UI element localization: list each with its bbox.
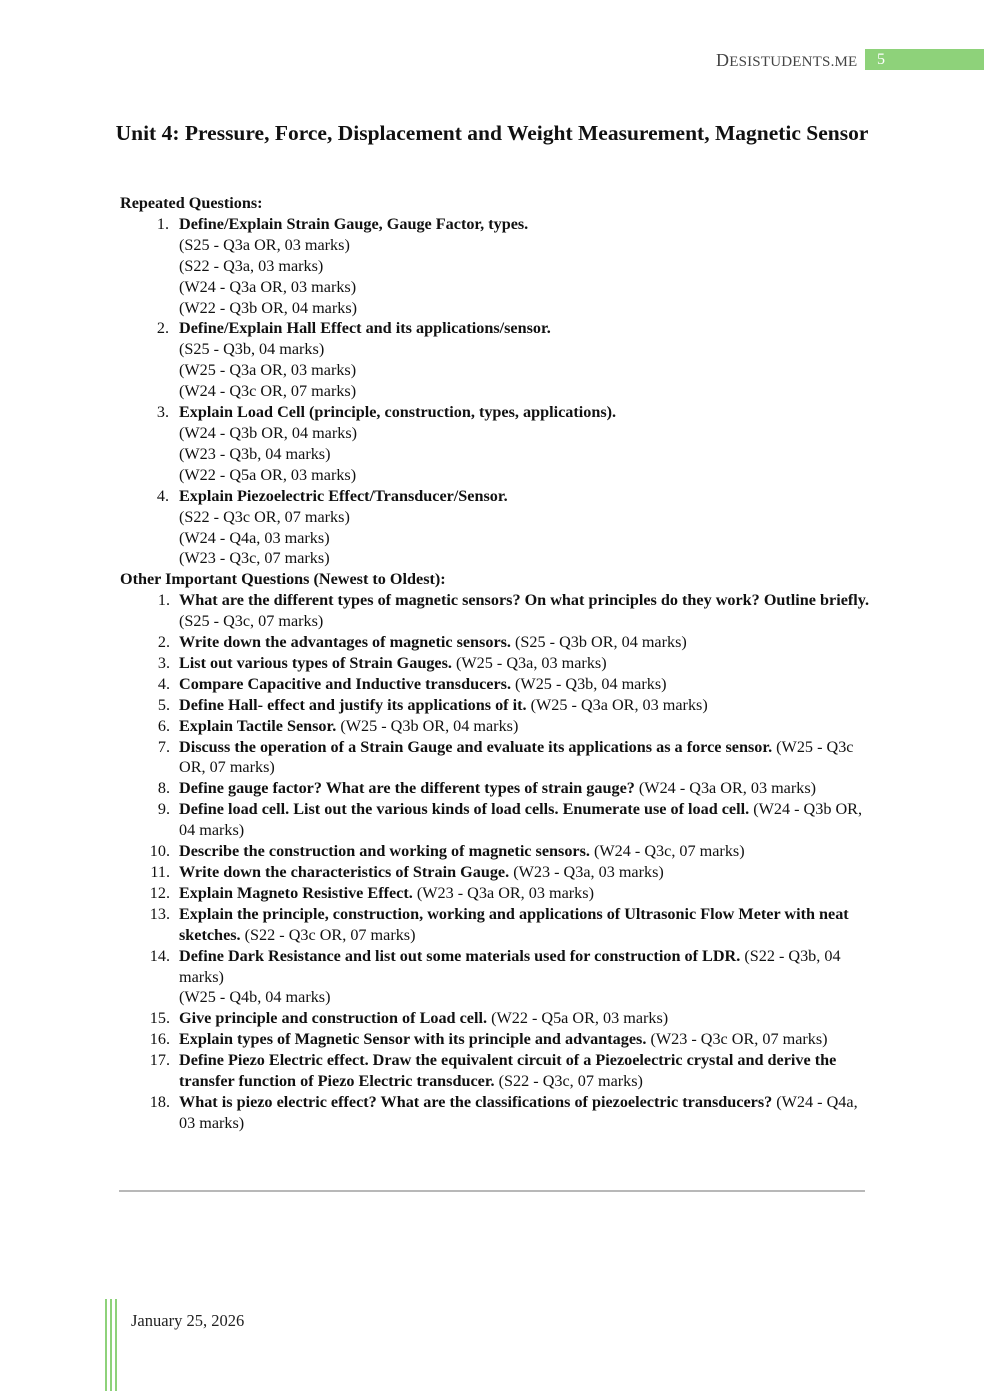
question-text: Compare Capacitive and Inductive transducers. [179, 674, 511, 693]
exam-reference: (W25 - Q3b OR, 04 marks) [340, 716, 519, 735]
question-text: List out various types of Strain Gauges. [179, 653, 452, 672]
list-item [120, 737, 870, 779]
question-text: Explain Piezoelectric Effect/Transducer/Sensor. [179, 486, 508, 505]
exam-reference: (W22 - Q5a OR, 03 marks) [491, 1009, 669, 1028]
question-text: Describe the construction and working of magnetic sensors. [179, 842, 590, 861]
exam-reference: (W23 - Q3a OR, 03 marks) [416, 883, 594, 902]
repeated-questions-heading: Repeated Questions: [120, 194, 263, 212]
list-item [120, 799, 870, 841]
repeated-questions-list [120, 214, 870, 569]
other-questions-list [120, 590, 870, 1134]
list-item [120, 632, 870, 653]
question-text: Explain Tactile Sensor. [179, 716, 337, 735]
question-text: Explain Magneto Resistive Effect. [179, 883, 413, 902]
exam-reference: (W25 - Q3a OR, 03 marks) [179, 361, 357, 380]
item-number: 3. [156, 403, 169, 422]
exam-reference: (W24 - Q3a OR, 03 marks) [179, 277, 357, 296]
item-number: 1. [156, 214, 169, 233]
question-text: Define/Explain Hall Effect and its applications/sensor. [179, 319, 551, 338]
site-name [716, 50, 857, 71]
exam-reference: (W24 - Q3b OR, 04 marks) [179, 800, 863, 840]
item-number: 16. [149, 1030, 170, 1049]
exam-reference: (W25 - Q3b, 04 marks) [515, 674, 667, 693]
item-number: 2. [156, 319, 169, 338]
site-name-initial: D [716, 50, 730, 70]
question-text: Define Dark Resistance and list out some materials used for construction of LDR. [179, 946, 741, 965]
question-text: Write down the characteristics of Strain Gauge. [179, 863, 510, 881]
list-item [120, 716, 870, 737]
document-body [120, 193, 870, 1134]
exam-reference: (W24 - Q4a, 03 marks) [179, 1092, 858, 1132]
list-item [120, 1050, 870, 1092]
exam-reference: (W25 - Q3c OR, 07 marks) [179, 737, 854, 777]
exam-reference: (S25 - Q3c, 07 marks) [179, 612, 324, 631]
item-number: 11. [150, 863, 170, 881]
exam-reference: (W24 - Q3c OR, 07 marks) [179, 382, 357, 401]
item-number: 12. [149, 883, 170, 902]
exam-reference: (W24 - Q4a, 03 marks) [179, 528, 330, 547]
list-item [120, 862, 870, 883]
item-number: 17. [149, 1051, 170, 1070]
exam-reference: (W25 - Q3a OR, 03 marks) [530, 695, 708, 714]
exam-reference: (W23 - Q3a, 03 marks) [513, 863, 664, 881]
question-text: Define gauge factor? What are the different types of strain gauge? [179, 779, 635, 798]
exam-reference: (W24 - Q3a OR, 03 marks) [638, 779, 817, 798]
exam-reference: (S22 - Q3b, 04 marks) [179, 946, 841, 986]
list-item [120, 402, 870, 486]
item-number: 18. [149, 1092, 170, 1111]
question-text: Write down the advantages of magnetic sensors. [179, 633, 511, 652]
list-item [120, 1008, 870, 1029]
item-number: 15. [149, 1009, 170, 1028]
page-number-badge: 5 [865, 49, 984, 70]
exam-reference: (W22 - Q5a OR, 03 marks) [179, 465, 357, 484]
footer-decoration-bars [105, 1299, 119, 1391]
exam-reference: (S25 - Q3b, 04 marks) [179, 340, 325, 359]
exam-reference: (W23 - Q3b, 04 marks) [179, 444, 331, 463]
exam-reference: (W22 - Q3b OR, 04 marks) [179, 298, 358, 317]
list-item [120, 883, 870, 904]
list-item [120, 1092, 870, 1134]
item-number: 9. [157, 800, 170, 819]
exam-reference: (W24 - Q3b OR, 04 marks) [179, 423, 358, 442]
list-item [120, 946, 870, 1009]
question-text: Explain Load Cell (principle, construction, types, applications). [179, 403, 617, 422]
horizontal-divider [119, 1190, 865, 1192]
item-number: 13. [149, 904, 170, 923]
list-item [120, 486, 870, 570]
question-text: Define Hall- effect and justify its applications of it. [179, 695, 527, 714]
list-item [120, 904, 870, 946]
item-number: 4. [157, 674, 170, 693]
list-item [120, 695, 870, 716]
item-number: 4. [156, 486, 169, 505]
other-questions-heading: Other Important Questions (Newest to Oldest): [120, 570, 446, 589]
exam-reference: (W23 - Q3c OR, 07 marks) [650, 1030, 828, 1049]
exam-reference: (W25 - Q3a, 03 marks) [456, 653, 607, 672]
item-number: 10. [149, 842, 170, 861]
question-text: Give principle and construction of Load cell. [179, 1009, 488, 1028]
page-title: Unit 4: Pressure, Force, Displacement and Weight Measurement, Magnetic Sensor [115, 121, 869, 145]
exam-reference: (S22 - Q3c OR, 07 marks) [244, 925, 416, 944]
list-item [120, 590, 870, 632]
item-number: 3. [157, 653, 170, 672]
footer-bar [110, 1299, 112, 1391]
exam-reference: (S22 - Q3c OR, 07 marks) [179, 507, 350, 526]
item-number: 2. [157, 633, 170, 652]
footer-date: January 25, 2026 [131, 1311, 245, 1330]
question-text: Define load cell. List out the various kinds of load cells. Enumerate use of load cell. [179, 800, 750, 819]
exam-reference: (S22 - Q3a, 03 marks) [179, 256, 324, 275]
question-text: Explain the principle, construction, working and applications of Ultrasonic Flow Meter with neat sketches. [179, 904, 849, 944]
list-item [120, 214, 870, 319]
footer-bar [115, 1299, 117, 1391]
item-number: 1. [157, 591, 170, 610]
question-text: Discuss the operation of a Strain Gauge and evaluate its applications as a force sensor. [179, 737, 773, 756]
exam-reference: (S25 - Q3a OR, 03 marks) [179, 235, 350, 254]
footer-bar [105, 1299, 107, 1391]
list-item [120, 653, 870, 674]
question-text: Define Piezo Electric effect. Draw the equivalent circuit of a Piezoelectric crystal and derive the transfer function of Piezo Electric transducer. [179, 1051, 837, 1091]
list-item [120, 674, 870, 695]
exam-reference: (W24 - Q3c, 07 marks) [594, 842, 745, 861]
site-name-rest: ESISTUDENTS.ME [729, 54, 858, 70]
question-text: What is piezo electric effect? What are the classifications of piezoelectric transducers? [179, 1092, 773, 1111]
exam-reference: (W25 - Q4b, 04 marks) [179, 988, 331, 1007]
exam-reference: (S22 - Q3c, 07 marks) [498, 1072, 643, 1091]
question-text: Explain types of Magnetic Sensor with its principle and advantages. [179, 1030, 647, 1049]
exam-reference: (W23 - Q3c, 07 marks) [179, 549, 330, 568]
list-item [120, 778, 870, 799]
list-item [120, 841, 870, 862]
question-text: What are the different types of magnetic sensors? On what principles do they work? Outline briefly. [179, 591, 870, 610]
list-item [120, 1029, 870, 1050]
list-item [120, 318, 870, 402]
item-number: 5. [157, 695, 170, 714]
question-text: Define/Explain Strain Gauge, Gauge Factor, types. [179, 214, 529, 233]
exam-reference: (S25 - Q3b OR, 04 marks) [515, 633, 687, 652]
item-number: 14. [149, 946, 170, 965]
item-number: 8. [157, 779, 170, 798]
item-number: 7. [157, 737, 170, 756]
item-number: 6. [157, 716, 170, 735]
